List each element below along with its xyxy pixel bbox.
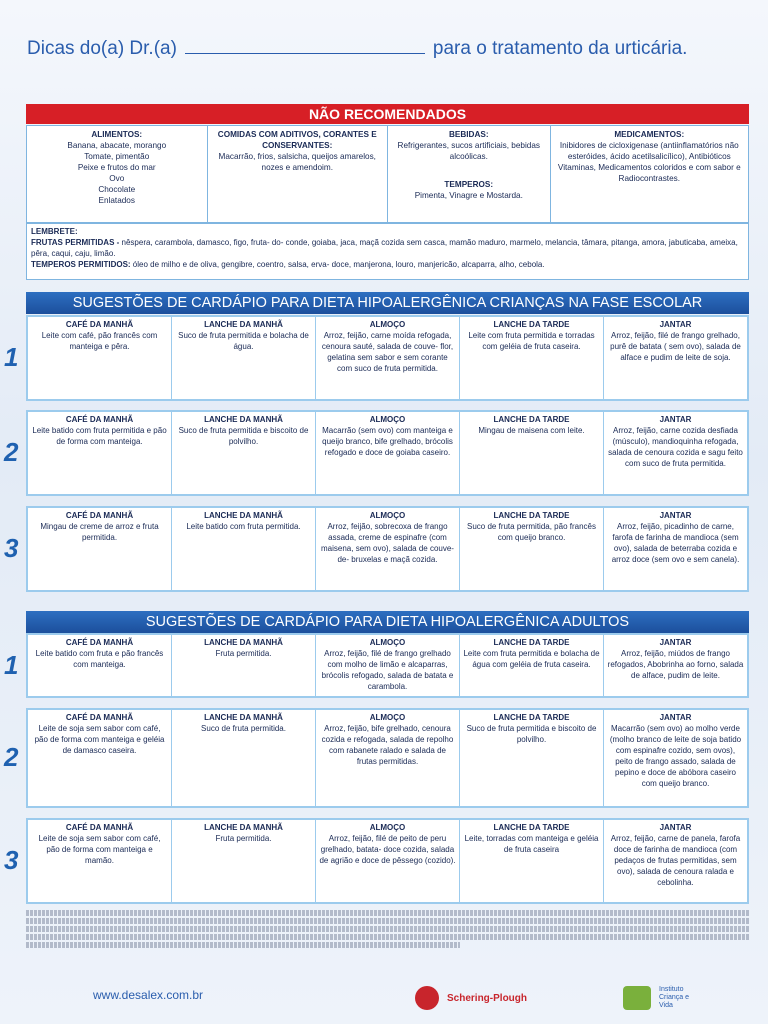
footnote-references bbox=[26, 910, 749, 948]
menu-cell bbox=[604, 820, 747, 902]
menu-cell bbox=[28, 317, 172, 399]
meal-text: Arroz, feijão, picadinho de carne, farofa de farinha de mandioca (sem ovo), salada de beterraba cozida e arroz doce (sem ovo e sem canela). bbox=[611, 522, 740, 564]
row-number: 2 bbox=[4, 437, 19, 467]
meal-text: Arroz, feijão, sobrecoxa de frango assada, creme de espinafre (com maisena, sem ovo), salada de couve- de- bruxelas e maçã cozida. bbox=[321, 522, 454, 564]
meal-text: Leite batido com fruta permitida. bbox=[186, 522, 301, 531]
meal-text: Arroz, feijão, filé de peito de peru grelhado, batata- doce cozida, salada de agrião e doce de pêssego (cozido). bbox=[319, 834, 456, 865]
meal-text: Leite batido com fruta e pão francês com manteiga. bbox=[35, 649, 164, 669]
meal-text: Suco de fruta permitida e biscoito de polvilho. bbox=[178, 426, 309, 446]
meal-text: Leite de soja sem sabor com café, pão de forma com manteiga e mamão. bbox=[38, 834, 161, 865]
meal-heading: JANTAR bbox=[659, 511, 692, 520]
menu-cell bbox=[28, 635, 172, 696]
meal-heading: CAFÉ DA MANHÃ bbox=[65, 415, 134, 424]
menu-cell bbox=[316, 412, 460, 494]
frutas-text: nêspera, carambola, damasco, figo, fruta- do- conde, goiaba, jaca, maçã cozida sem casca, mamão maduro, marmelo, melancia, tâmara, pitanga, amora, jabuticaba, ameixa, pêra, caqui, caju, limão. bbox=[31, 238, 738, 258]
menu-row bbox=[26, 708, 749, 808]
meal-heading: ALMOÇO bbox=[369, 713, 406, 722]
schering-plough-logo: Schering-Plough bbox=[447, 992, 527, 1004]
meal-heading: JANTAR bbox=[659, 823, 692, 832]
menu-cell bbox=[172, 317, 316, 399]
menu-cell bbox=[460, 635, 604, 696]
meal-text: Arroz, feijão, miúdos de frango refogados, Abobrinha ao forno, salada de alface, pudim de leite. bbox=[607, 649, 744, 680]
meal-text: Fruta permitida. bbox=[215, 834, 272, 843]
menu-cell bbox=[172, 635, 316, 696]
sponsor-logos bbox=[415, 980, 699, 1016]
meal-heading: LANCHE DA MANHÃ bbox=[204, 713, 283, 722]
menu-cell bbox=[604, 710, 747, 806]
row-number: 1 bbox=[4, 649, 19, 680]
meal-text: Mingau de creme de arroz e fruta permitida. bbox=[40, 522, 159, 542]
meal-text: Suco de fruta permitida, pão francês com queijo branco. bbox=[467, 522, 596, 542]
menu-cell bbox=[28, 412, 172, 494]
meal-text: Arroz, feijão, bife grelhado, cenoura cozida e refogada, salada de repolho com rabanete ralado e salada de frutas permitidas. bbox=[321, 724, 454, 766]
bebidas-text: Refrigerantes, sucos artificiais, bebidas alcoólicas. bbox=[397, 141, 540, 161]
meal-heading: JANTAR bbox=[659, 713, 692, 722]
meal-text: Leite de soja sem sabor com café, pão de forma com manteiga e geléia de damasco caseira. bbox=[34, 724, 165, 755]
medicamentos-heading: MEDICAMENTOS: bbox=[614, 130, 685, 139]
page-title bbox=[27, 38, 687, 60]
menu-row bbox=[26, 410, 749, 496]
meal-heading: LANCHE DA MANHÃ bbox=[204, 415, 283, 424]
meal-text: Arroz, feijão, filé de frango grelhado com molho de limão e alcaparras, brócolis refogado, salada de batata e carambola. bbox=[321, 649, 454, 691]
sponsor-logo-icon bbox=[415, 986, 439, 1010]
nao-recomendados-grid bbox=[26, 125, 749, 223]
alimentos-col bbox=[27, 126, 208, 222]
meal-heading: ALMOÇO bbox=[369, 415, 406, 424]
title-prefix: Dicas do(a) Dr.(a) bbox=[27, 38, 177, 59]
lembrete-label: LEMBRETE: bbox=[31, 227, 78, 236]
menu-cell bbox=[172, 710, 316, 806]
menu-row bbox=[26, 818, 749, 904]
temperos-text: Pimenta, Vinagre e Mostarda. bbox=[414, 191, 523, 200]
menu-cell bbox=[604, 412, 747, 494]
menu-cell bbox=[172, 508, 316, 590]
comidas-text: Macarrão, frios, salsicha, queijos amarelos, nozes e amendoim. bbox=[218, 152, 376, 172]
meal-text: Macarrão (sem ovo) ao molho verde (molho branco de leite de soja batido com espinafre cozido, sem ovos), peito de frango assado, salada de pepino e doce de abóbora caseiro com queijo branco. bbox=[609, 724, 742, 788]
menu-cell bbox=[316, 710, 460, 806]
lembrete-box bbox=[26, 223, 749, 280]
meal-text: Arroz, feijão, filé de frango grelhado, purê de batata ( sem ovo), salada de alface e pudim de leite de soja. bbox=[610, 331, 741, 362]
menu-cell bbox=[460, 820, 604, 902]
menu-cell bbox=[28, 820, 172, 902]
meal-heading: ALMOÇO bbox=[369, 320, 406, 329]
meal-heading: LANCHE DA TARDE bbox=[493, 713, 570, 722]
row-number: 3 bbox=[4, 533, 19, 563]
meal-heading: LANCHE DA TARDE bbox=[493, 320, 570, 329]
meal-heading: LANCHE DA MANHÃ bbox=[204, 320, 283, 329]
medicamentos-text: Inibidores de cicloxigenase (antiinflamatórios não esteróides, ácido acetilsalicílico), Antibióticos Vitaminas, Medicamentos coloridos e com sabor e Radiocontrastes. bbox=[557, 141, 741, 183]
meal-heading: CAFÉ DA MANHÃ bbox=[65, 638, 134, 647]
meal-text: Macarrão (sem ovo) com manteiga e queijo branco, bife grelhado, brócolis refogado e doce de goiaba caseiro. bbox=[322, 426, 453, 457]
meal-text: Leite batido com fruta permitida e pão de forma com manteiga. bbox=[32, 426, 167, 446]
meal-text: Mingau de maisena com leite. bbox=[478, 426, 585, 435]
menu-row bbox=[26, 633, 749, 698]
menu-cell bbox=[316, 317, 460, 399]
temperos-permitidos-text: óleo de milho e de oliva, gengibre, coentro, salsa, erva- doce, manjerona, louro, manjericão, alcaparra, alho, cebola. bbox=[132, 260, 545, 269]
institute-logo-icon bbox=[623, 986, 651, 1010]
bebidas-heading: BEBIDAS: bbox=[448, 130, 489, 139]
title-suffix: para o tratamento da urticária. bbox=[432, 38, 688, 59]
meal-heading: JANTAR bbox=[659, 320, 692, 329]
meal-heading: JANTAR bbox=[659, 415, 692, 424]
meal-heading: CAFÉ DA MANHÃ bbox=[65, 511, 134, 520]
menu-cell bbox=[316, 635, 460, 696]
doctor-name-blank bbox=[185, 38, 425, 54]
meal-text: Leite com café, pão francês com manteiga e pêra. bbox=[41, 331, 158, 351]
meal-heading: ALMOÇO bbox=[369, 511, 406, 520]
alimentos-text: Banana, abacate, morango Tomate, pimentão Peixe e frutos do mar Ovo Chocolate Enlatados bbox=[67, 141, 167, 205]
menu-cell bbox=[460, 710, 604, 806]
meal-heading: CAFÉ DA MANHÃ bbox=[65, 320, 134, 329]
temperos-permitidos-label: TEMPEROS PERMITIDOS: bbox=[31, 260, 131, 269]
website-link[interactable]: www.desalex.com.br bbox=[93, 988, 204, 1002]
meal-text: Suco de fruta permitida e biscoito de polvilho. bbox=[466, 724, 597, 744]
menu-cell bbox=[604, 317, 747, 399]
meal-text: Fruta permitida. bbox=[215, 649, 272, 658]
menu-row bbox=[26, 506, 749, 592]
nao-recomendados-header: NÃO RECOMENDADOS bbox=[26, 104, 749, 124]
meal-heading: LANCHE DA TARDE bbox=[493, 638, 570, 647]
criancas-header: SUGESTÕES DE CARDÁPIO PARA DIETA HIPOALERGÊNICA CRIANÇAS NA FASE ESCOLAR bbox=[26, 292, 749, 314]
meal-heading: JANTAR bbox=[659, 638, 692, 647]
menu-cell bbox=[172, 820, 316, 902]
frutas-label: FRUTAS PERMITIDAS - bbox=[31, 238, 120, 247]
menu-cell bbox=[172, 412, 316, 494]
meal-text: Leite com fruta permitida e torradas com geléia de fruta caseira. bbox=[468, 331, 595, 351]
menu-cell bbox=[316, 820, 460, 902]
meal-text: Arroz, feijão, carne de panela, farofa doce de farinha de mandioca (com pedaços de frutas permitidas, sem ovo), salada de cenoura ralada e cebolinha. bbox=[610, 834, 741, 887]
meal-text: Arroz, feijão, carne cozida desfiada (músculo), mandioquinha refogada, salada de cenoura cozida e sagu feito com suco de fruta permitida. bbox=[608, 426, 743, 468]
menu-cell bbox=[460, 412, 604, 494]
menu-cell bbox=[28, 710, 172, 806]
meal-heading: LANCHE DA MANHÃ bbox=[204, 823, 283, 832]
alimentos-heading: ALIMENTOS: bbox=[91, 130, 143, 139]
adultos-header: SUGESTÕES DE CARDÁPIO PARA DIETA HIPOALERGÊNICA ADULTOS bbox=[26, 611, 749, 633]
menu-cell bbox=[460, 317, 604, 399]
row-number: 1 bbox=[4, 342, 19, 372]
meal-heading: LANCHE DA TARDE bbox=[493, 415, 570, 424]
row-number: 3 bbox=[4, 845, 19, 875]
comidas-col bbox=[208, 126, 389, 222]
institute-name: Instituto Criança e Vida bbox=[659, 986, 689, 1009]
meal-heading: ALMOÇO bbox=[369, 823, 406, 832]
row-number: 2 bbox=[4, 742, 19, 772]
meal-heading: ALMOÇO bbox=[369, 638, 406, 647]
menu-cell bbox=[604, 635, 747, 696]
meal-text: Suco de fruta permitida e bolacha de água. bbox=[178, 331, 309, 351]
meal-text: Arroz, feijão, carne moída refogada, cenoura sauté, salada de couve- flor, gelatina sem sabor e sem corante com suco de fruta permitida. bbox=[321, 331, 454, 373]
meal-heading: LANCHE DA TARDE bbox=[493, 823, 570, 832]
menu-cell bbox=[28, 508, 172, 590]
menu-cell bbox=[460, 508, 604, 590]
meal-heading: LANCHE DA MANHÃ bbox=[204, 638, 283, 647]
meal-text: Suco de fruta permitida. bbox=[201, 724, 286, 733]
menu-cell bbox=[604, 508, 747, 590]
bebidas-col bbox=[388, 126, 551, 222]
meal-heading: LANCHE DA TARDE bbox=[493, 511, 570, 520]
menu-cell bbox=[316, 508, 460, 590]
medicamentos-col bbox=[551, 126, 748, 222]
meal-heading: CAFÉ DA MANHÃ bbox=[65, 823, 134, 832]
temperos-heading: TEMPEROS: bbox=[444, 180, 494, 189]
meal-heading: CAFÉ DA MANHÃ bbox=[65, 713, 134, 722]
meal-text: Leite, torradas com manteiga e geléia de fruta caseira bbox=[464, 834, 599, 854]
menu-row bbox=[26, 315, 749, 401]
meal-text: Leite com fruta permitida e bolacha de água com geléia de fruta caseira. bbox=[463, 649, 600, 669]
comidas-heading: COMIDAS COM ADITIVOS, CORANTES E CONSERVANTES: bbox=[217, 130, 377, 150]
meal-heading: LANCHE DA MANHÃ bbox=[204, 511, 283, 520]
